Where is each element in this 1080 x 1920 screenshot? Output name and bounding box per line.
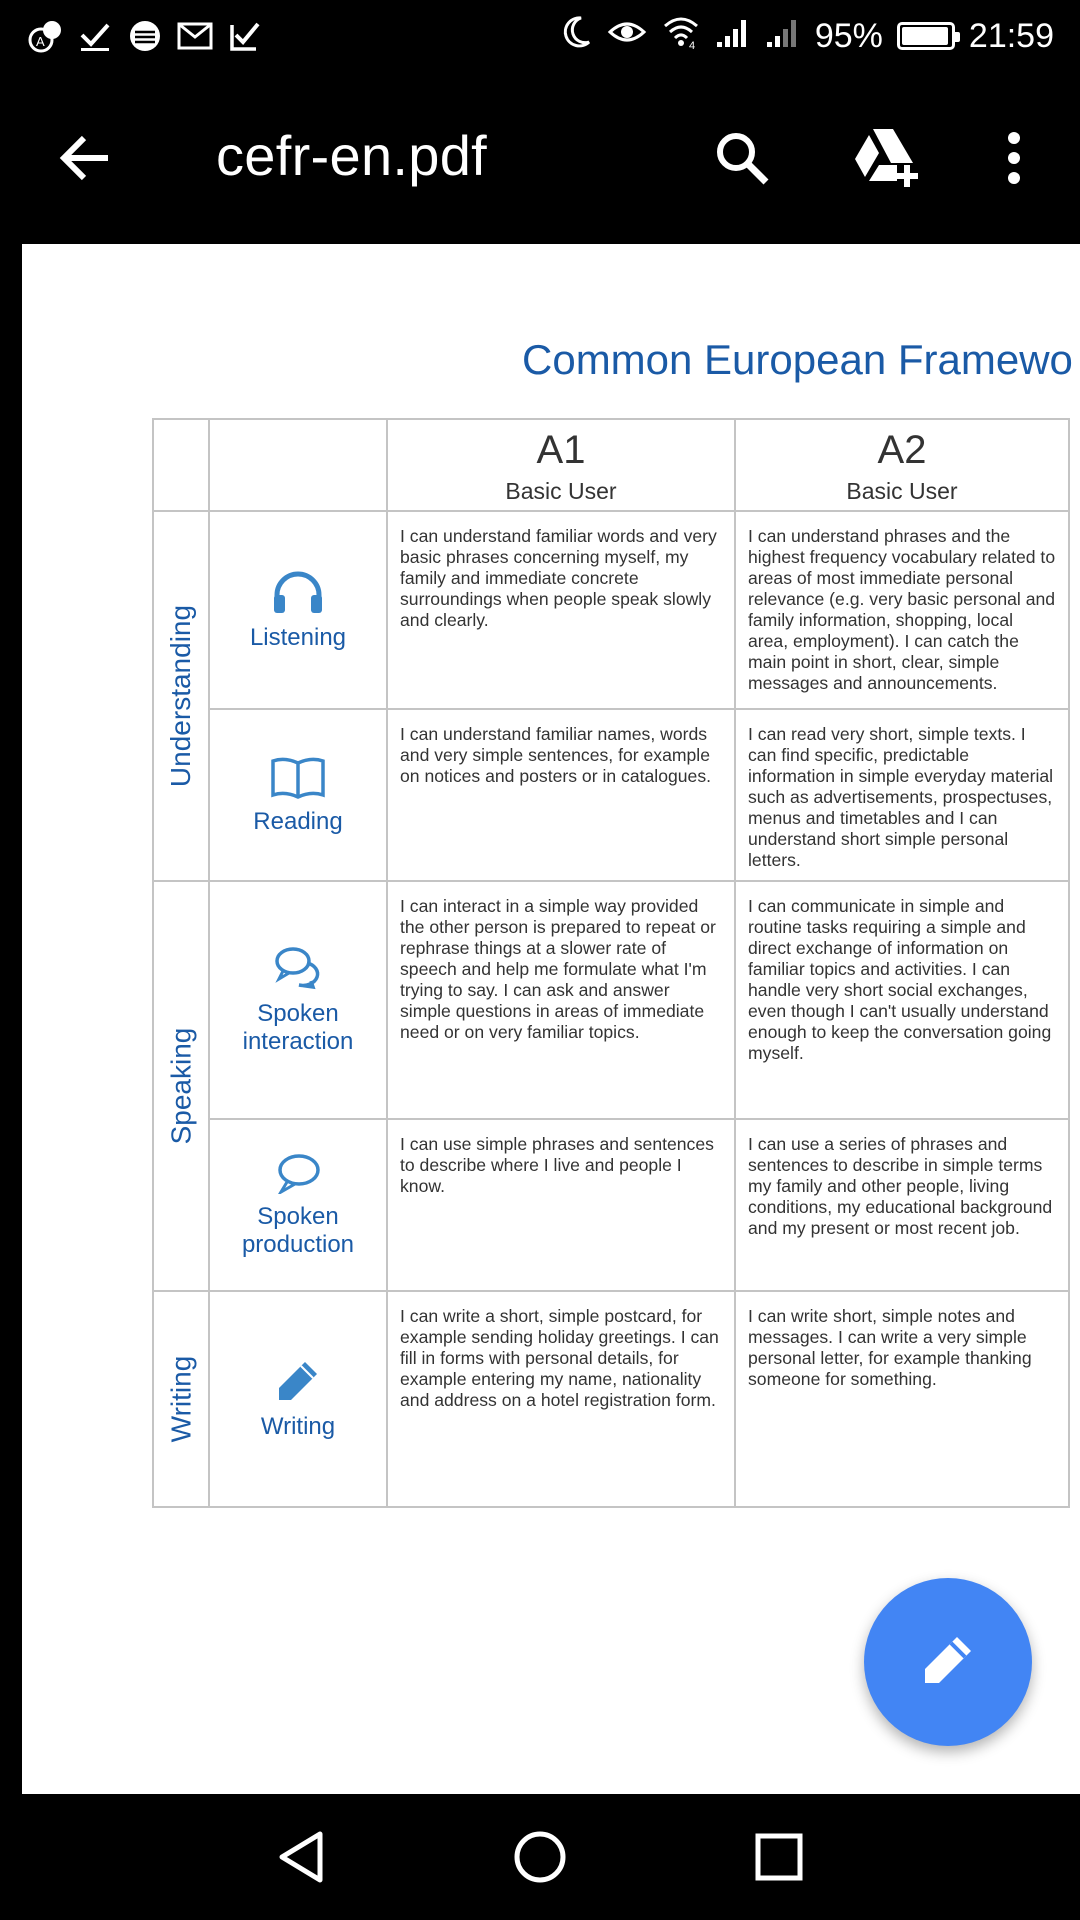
group-label: Writing	[165, 1355, 196, 1443]
clock: 21:59	[968, 16, 1054, 55]
stacked-coins-icon	[126, 17, 164, 55]
chat-bubbles-icon	[273, 945, 323, 998]
skill-cell-listening	[208, 510, 388, 710]
skill-label: Reading	[253, 807, 343, 835]
back-arrow-icon[interactable]	[48, 122, 120, 194]
descriptor-text: I can understand familiar words and very basic phrases concerning myself, my family and immediate concrete surroundings when people speak slowly and clearly.	[400, 526, 717, 630]
more-vert-icon[interactable]	[976, 120, 1052, 196]
skill-cell-spoken-production	[208, 1118, 388, 1292]
book-icon	[269, 755, 327, 806]
signal-icon	[765, 16, 801, 57]
back-triangle-icon[interactable]	[268, 1824, 334, 1890]
skill-cell-writing	[208, 1290, 388, 1508]
descriptor-cell	[386, 708, 736, 882]
svg-text:A: A	[36, 34, 45, 49]
chat-bubble-icon	[275, 1152, 321, 1201]
descriptor-cell	[386, 880, 736, 1120]
level-header-a2	[734, 418, 1070, 512]
descriptor-cell	[734, 708, 1070, 882]
edit-fab-button[interactable]	[864, 1578, 1032, 1746]
descriptor-text: I can write a short, simple postcard, for example sending holiday greetings. I can fill in forms with personal details, for example entering my name, nationality and address on a hotel registration form.	[400, 1306, 719, 1410]
descriptor-cell	[386, 510, 736, 710]
pdf-page[interactable]	[22, 244, 1080, 1794]
battery-percent: 95%	[814, 16, 883, 55]
home-circle-icon[interactable]	[507, 1824, 573, 1890]
header-corner-cell	[152, 418, 210, 512]
svg-text:4: 4	[688, 39, 695, 50]
check-icon	[76, 17, 114, 55]
descriptor-text: I can interact in a simple way provided the other person is prepared to repeat or rephrase things at a slower rate of speech and help me formulate what I'm trying to say. I can ask and answer simple questions in areas of immediate need or on very familiar topics.	[400, 896, 716, 1042]
system-nav-bar	[0, 1794, 1080, 1920]
descriptor-text: I can write short, simple notes and messages. I can write a very simple personal letter, for example thanking someone for something.	[748, 1306, 1032, 1389]
skill-label: Listening	[249, 623, 347, 651]
group-label: Understanding	[165, 604, 196, 788]
descriptor-text: I can read very short, simple texts. I can find specific, predictable information in simple everyday material such as advertisements, prospectuses, menus and timetables and I can understand short simple personal letters.	[748, 724, 1054, 870]
mail-icon	[176, 17, 214, 55]
pdf-heading: Common European Framewo	[522, 336, 1073, 383]
status-bar	[0, 0, 1080, 72]
group-writing	[152, 1290, 210, 1508]
descriptor-cell	[386, 1118, 736, 1292]
skill-cell-reading	[208, 708, 388, 882]
level-label: Basic User	[505, 478, 617, 504]
level-code: A1	[536, 428, 586, 472]
eye-icon	[607, 16, 647, 57]
level-header-a1	[386, 418, 736, 512]
skill-label: Spoken production	[241, 1202, 355, 1258]
level-label: Basic User	[846, 478, 958, 504]
skill-label: Spoken interaction	[242, 999, 354, 1055]
system-indicators	[559, 14, 1054, 58]
pencil-icon	[275, 1358, 321, 1411]
skill-cell-spoken-interaction	[208, 880, 388, 1120]
group-label: Speaking	[165, 1027, 197, 1145]
level-code: A2	[877, 428, 927, 472]
skill-label: Writing	[260, 1412, 336, 1440]
battery-icon	[897, 22, 955, 50]
edit-pencil-icon	[919, 1631, 977, 1694]
descriptor-cell	[734, 1118, 1070, 1292]
descriptor-cell	[734, 880, 1070, 1120]
header-skill-cell	[208, 418, 388, 512]
group-speaking	[152, 880, 210, 1292]
descriptor-cell	[734, 510, 1070, 710]
notification-icons	[26, 14, 264, 58]
app-toolbar	[0, 72, 1080, 244]
descriptor-text: I can communicate in simple and routine tasks requiring a simple and direct exchange of information on familiar topics and activities. I can handle very short social exchanges, even though I can't usually understand enough to keep the conversation going myself.	[748, 896, 1052, 1063]
descriptor-text: I can use simple phrases and sentences to describe where I live and people I know.	[400, 1134, 714, 1196]
headphones-icon	[271, 569, 325, 622]
group-understanding	[152, 510, 210, 882]
moon-icon	[559, 14, 593, 59]
signal-icon	[715, 16, 751, 57]
descriptor-cell	[734, 1290, 1070, 1508]
drive-add-icon[interactable]	[848, 120, 924, 196]
recents-square-icon[interactable]	[746, 1824, 812, 1890]
cefr-grid	[152, 418, 1080, 1508]
document-title: cefr-en.pdf	[216, 124, 487, 187]
translate-icon	[26, 17, 64, 55]
checkbox-icon	[226, 17, 264, 55]
wifi-icon	[661, 14, 701, 59]
descriptor-cell	[386, 1290, 736, 1508]
descriptor-text: I can use a series of phrases and sentences to describe in simple terms my family and other people, living conditions, my educational background and my present or most recent job.	[748, 1134, 1053, 1238]
search-icon[interactable]	[704, 120, 780, 196]
descriptor-text: I can understand familiar names, words and very simple sentences, for example on notices and posters or in catalogues.	[400, 724, 712, 786]
descriptor-text: I can understand phrases and the highest frequency vocabulary related to areas of most immediate personal relevance (e.g. very basic personal and family information, shopping, local area, employment). I can catch the main point in short, clear, simple messages and announcements.	[748, 526, 1056, 693]
